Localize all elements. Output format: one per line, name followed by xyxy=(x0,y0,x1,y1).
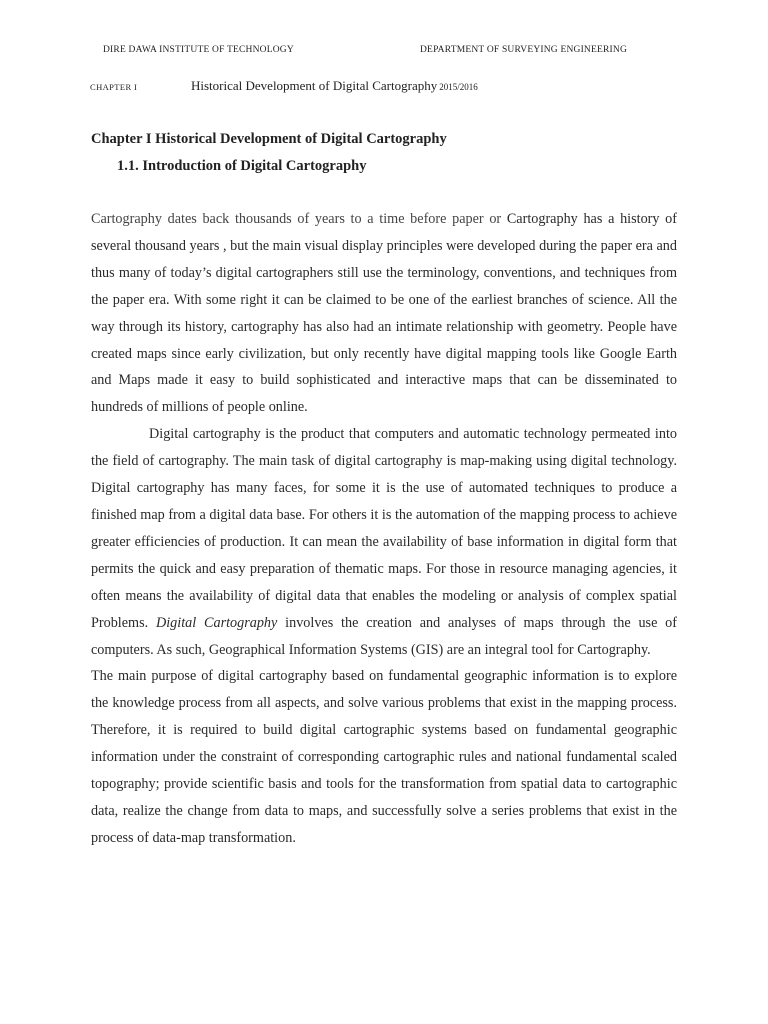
paragraph-2-after: involves the creation and analyses of maps through the use of computers. As such, Geographical Information Systems (GIS) are an integral tool for Cartography. xyxy=(91,614,678,658)
header-department: DEPARTMENT OF SURVEYING ENGINEERING xyxy=(420,45,628,55)
paragraph-1-start: Cartography dates back thousands of years to a time before paper or xyxy=(91,211,507,227)
header-institute: DIRE DAWA INSTITUTE OF TECHNOLOGY xyxy=(103,45,294,55)
paragraph-1-rest: Cartography has a history of several thousand years , but the main visual display principles were developed during the paper era and thus many of today’s digital cartographers still use the terminology, conventions, and techniques from the paper era. With some right it can be claimed to be one of the earliest branches of science. All the way through its history, cartography has also had an intimate relationship with geometry. People have created maps since early civilization, but only recently have digital mapping tools like Google Earth and Maps made it easy to build sophisticated and interactive maps that can be disseminated to hundreds of millions of people online. xyxy=(91,211,677,416)
body-text xyxy=(91,206,677,852)
paragraph-2-before: Digital cartography is the product that computers and automatic technology permeated into the field of cartography. The main task of digital cartography is map-making using digital technology. Digital cartography has many faces, for some it is the use of automated techniques to produce a finished map from a digital data base. For others it is the automation of the mapping process to achieve greater efficiencies of production. It can mean the availability of base information in digital form that permits the quick and easy preparation of thematic maps. For those in resource managing agencies, it often means the availability of digital data that enables the modeling or analysis of complex spatial Problems. xyxy=(91,426,677,631)
paragraph-2 xyxy=(91,421,677,663)
academic-year: 2015/2016 xyxy=(439,82,478,92)
section-title: 1.1. Introduction of Digital Cartography xyxy=(117,158,367,174)
paragraph-2-italic-term: Digital Cartography xyxy=(155,614,278,631)
paragraph-3: The main purpose of digital cartography based on fundamental geographic information is to explore the knowledge process from all aspects, and solve various problems that exist in the mapping process. Therefore, it is required to build digital cartographic systems based on fundamental geographic information under the constraint of corresponding cartographic rules and national fundamental scaled topography; provide scientific basis and tools for the transformation from spatial data to cartographic data, realize the change from data to maps, and successfully solve a series problems that exist in the process of data-map transformation. xyxy=(91,668,677,846)
header-running-title xyxy=(191,78,478,94)
chapter-title: Chapter I Historical Development of Digital Cartography xyxy=(91,131,447,147)
paragraph-1 xyxy=(91,206,677,421)
header-chapter-label: CHAPTER I xyxy=(90,82,138,92)
running-title-text: Historical Development of Digital Cartography xyxy=(191,78,438,93)
